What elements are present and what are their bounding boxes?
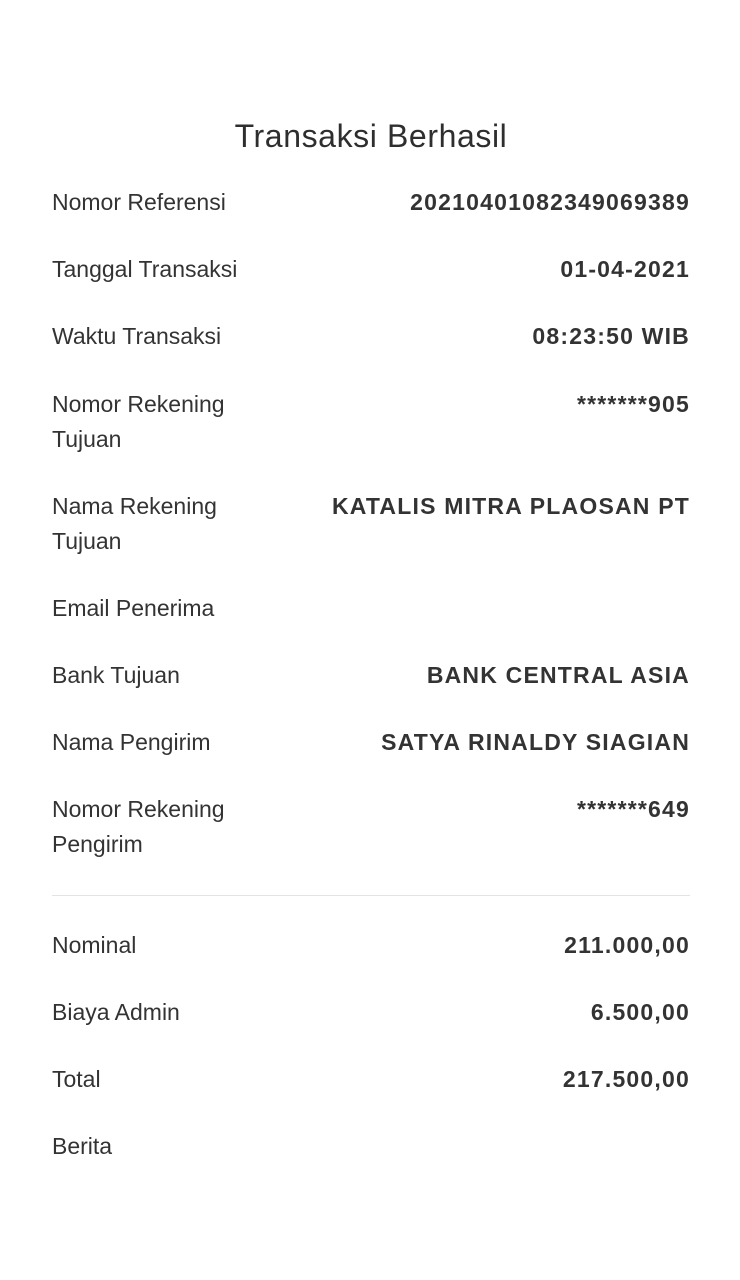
amount-label: Biaya Admin <box>52 999 180 1025</box>
detail-label: Nomor Rekening Pengirim <box>52 796 225 857</box>
amount-label: Total <box>52 1066 101 1092</box>
detail-row-transaction-time <box>52 319 690 354</box>
amount-label: Nominal <box>52 932 137 958</box>
detail-label: Nomor Rekening Tujuan <box>52 391 225 452</box>
amount-row-admin-fee <box>52 995 690 1030</box>
detail-row-destination-account-number <box>52 387 690 457</box>
detail-value: SATYA RINALDY SIAGIAN <box>381 729 690 755</box>
detail-label: Bank Tujuan <box>52 662 180 688</box>
detail-row-reference-number <box>52 185 690 220</box>
detail-value: 08:23:50 WIB <box>532 323 690 349</box>
detail-row-transaction-date <box>52 252 690 287</box>
detail-label: Tanggal Transaksi <box>52 256 238 282</box>
detail-value: KATALIS MITRA PLAOSAN PT <box>331 493 690 519</box>
detail-label: Waktu Transaksi <box>52 323 222 349</box>
detail-value: 01-04-2021 <box>560 256 690 282</box>
detail-label: Email Penerima <box>52 595 215 621</box>
detail-row-destination-bank <box>52 658 690 693</box>
amount-row-message <box>52 1129 690 1164</box>
amount-row-nominal <box>52 928 690 963</box>
amount-value: 217.500,00 <box>562 1066 690 1092</box>
detail-value: BANK CENTRAL ASIA <box>426 662 690 688</box>
detail-row-sender-account-number <box>52 792 690 862</box>
amount-label: Berita <box>52 1133 113 1159</box>
detail-label: Nama Pengirim <box>52 729 211 755</box>
amount-value: 211.000,00 <box>564 932 690 958</box>
detail-label: Nomor Referensi <box>52 189 226 215</box>
detail-value: *******905 <box>576 391 690 417</box>
detail-row-sender-name <box>52 725 690 760</box>
detail-value: *******649 <box>576 796 690 822</box>
section-divider <box>52 895 690 896</box>
detail-label: Nama Rekening Tujuan <box>52 493 217 554</box>
page-title: Transaksi Berhasil <box>234 118 508 154</box>
amount-value: 6.500,00 <box>590 999 690 1025</box>
amount-row-total <box>52 1062 690 1097</box>
detail-row-destination-account-name <box>52 489 690 559</box>
detail-value: 20210401082349069389 <box>410 189 690 215</box>
detail-row-recipient-email <box>52 591 690 626</box>
